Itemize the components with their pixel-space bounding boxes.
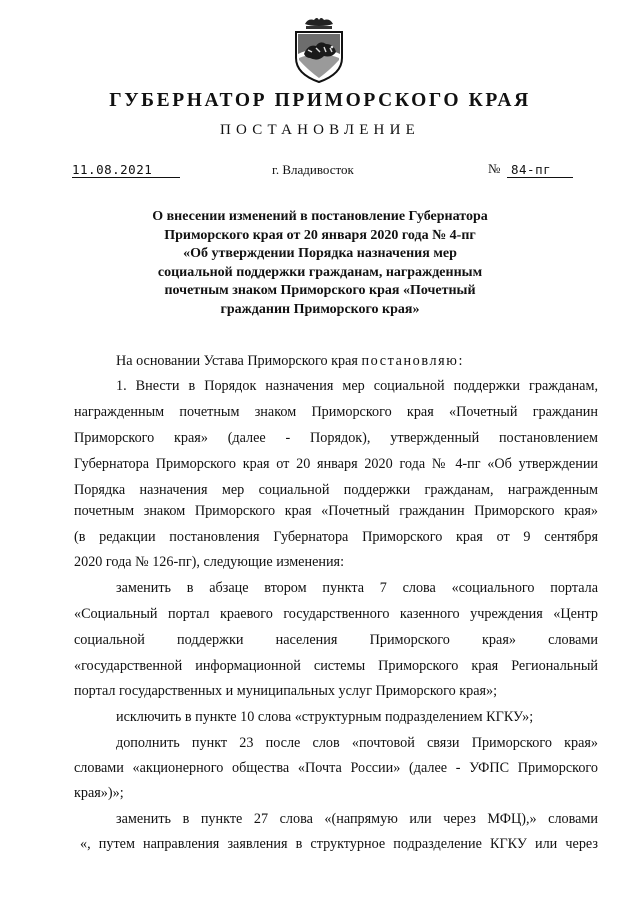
- subject-line: О внесении изменений в постановление Губернатора: [152, 209, 488, 224]
- body-line: дополнить пункт 23 после слов «почтовой связи Приморского края»: [116, 735, 598, 751]
- body-line: (в редакции постановления Губернатора Приморского края от 9 сентября: [74, 529, 598, 545]
- body-line: исключить в пункте 10 слова «структурным подразделением КГКУ»;: [116, 709, 534, 725]
- body-line: «, путем направления заявления в структурное подразделение КГКУ или через: [80, 836, 598, 852]
- body-line: портал государственных и муниципальных услуг Приморского края»;: [74, 683, 498, 699]
- body-line: Губернатора Приморского края от 20 января 2020 года № 4-пг «Об утверждении: [74, 456, 598, 472]
- authority-title: ГУБЕРНАТОР ПРИМОРСКОГО КРАЯ: [109, 90, 531, 111]
- body-line: «государственной информационной системы Приморского края Региональный: [74, 658, 598, 674]
- document-type: ПОСТАНОВЛЕНИЕ: [220, 122, 420, 138]
- subject-line: гражданин Приморского края»: [220, 301, 420, 317]
- body-line: заменить в абзаце втором пункта 7 слова «социального портала: [116, 580, 598, 596]
- primorsky-coat-of-arms-icon: [290, 14, 348, 84]
- decree-subject: [120, 208, 520, 320]
- preamble-resolve: постановляю:: [361, 353, 465, 369]
- decree-city: г. Владивосток: [272, 162, 354, 177]
- body-line: социальной поддержки населения Приморского края» словами: [74, 632, 598, 648]
- body-line: словами «акционерного общества «Почта России» (далее - УФПС Приморского: [74, 760, 598, 776]
- subject-line: почетным знаком Приморского края «Почетный: [164, 283, 476, 299]
- decree-date: 11.08.2021: [72, 162, 180, 178]
- subject-line: «Об утверждении Порядка назначения мер: [183, 246, 457, 262]
- body-line: награжденным почетным знаком Приморского края «Почетный гражданин: [74, 404, 598, 420]
- subject-line: Приморского края от 20 января 2020 года № 4-пг: [164, 227, 476, 243]
- decree-number: 84-пг: [507, 162, 573, 178]
- body-line: 2020 года № 126-пг), следующие изменения:: [74, 554, 345, 570]
- body-line: заменить в пункте 27 слова «(напрямую или через МФЦ),» словами: [116, 811, 598, 827]
- number-sign: №: [488, 161, 501, 176]
- preamble-text: На основании Устава Приморского края: [116, 353, 362, 369]
- body-line: Приморского края» (далее - Порядок), утвержденный постановлением: [74, 430, 598, 446]
- body-line: края»)»;: [74, 785, 124, 801]
- body-line: 1. Внести в Порядок назначения мер социальной поддержки гражданам,: [116, 378, 598, 394]
- body-line: Порядка назначения мер социальной поддержки гражданам, награжденным: [74, 482, 598, 498]
- body-line: «Социальный портал краевого государственного казенного учреждения «Центр: [74, 606, 598, 622]
- preamble: [116, 352, 640, 370]
- subject-line: социальной поддержки гражданам, награжденным: [157, 264, 483, 280]
- body-line: почетным знаком Приморского края «Почетный гражданин Приморского края»: [74, 503, 598, 519]
